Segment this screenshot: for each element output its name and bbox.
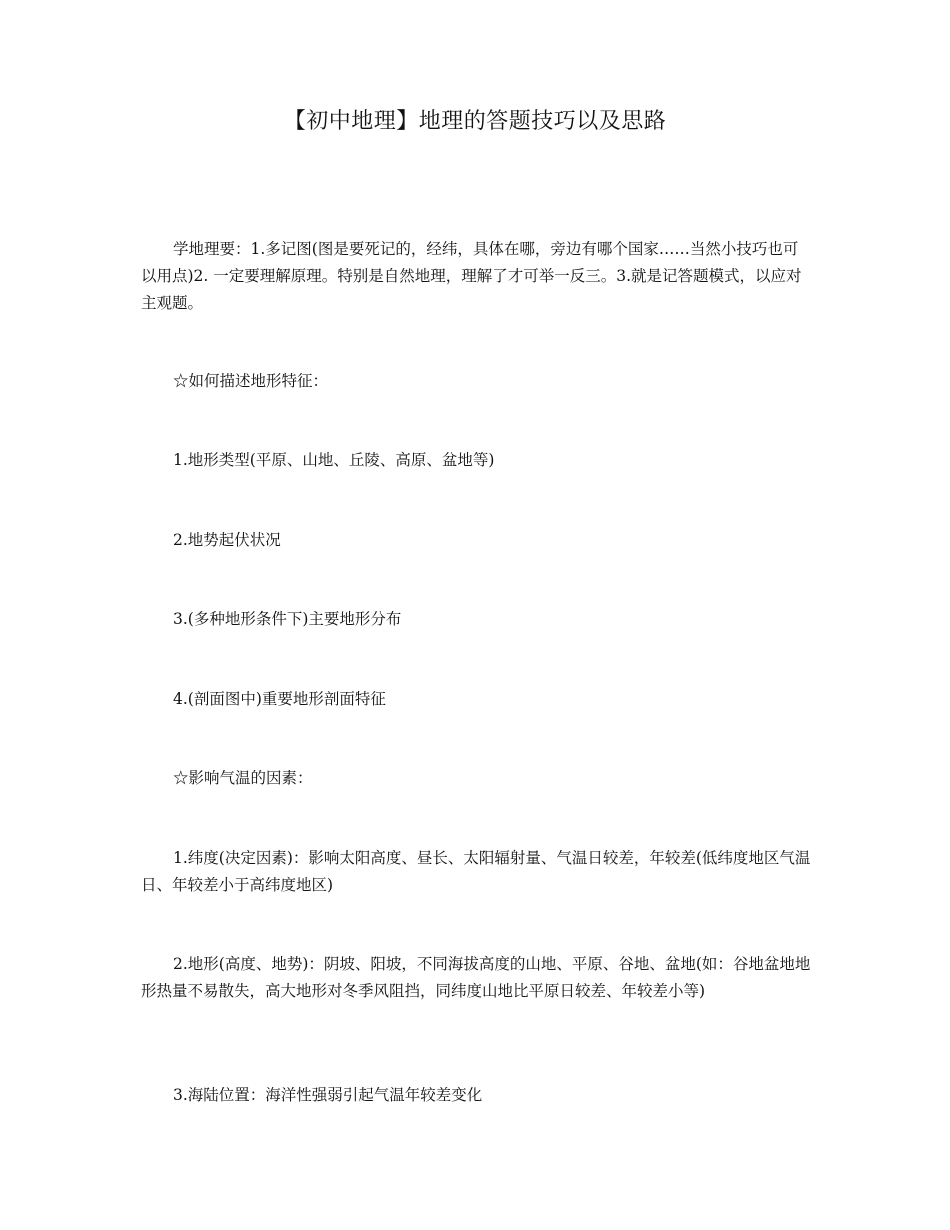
list-item-profile: 4.(剖面图中)重要地形剖面特征 xyxy=(173,690,386,708)
section-heading-temperature: ☆影响气温的因素： xyxy=(173,769,313,787)
document-title: 【初中地理】地理的答题技巧以及思路 xyxy=(283,109,667,134)
list-item-landform: 2.地形(高度、地势)：阴坡、阳坡，不同海拔高度的山地、平原、谷地、盆地(如：谷地盆地地形热量不易散失，高大地形对冬季风阻挡，同纬度山地比平原日较差、年较差小等) xyxy=(141,955,811,1000)
intro-paragraph: 学地理要：1.多记图(图是要死记的，经纬，具体在哪，旁边有哪个国家……当然小技巧也可以用点)2. 一定要理解原理。特别是自然地理，理解了才可举一反三。3.就是记答题模式，以应对主观题。 xyxy=(141,240,802,312)
section-heading-terrain: ☆如何描述地形特征： xyxy=(173,372,329,390)
list-item-distribution: 3.(多种地形条件下)主要地形分布 xyxy=(173,610,402,628)
list-item-relief: 2.地势起伏状况 xyxy=(173,531,281,549)
list-item-terrain-type: 1.地形类型(平原、山地、丘陵、高原、盆地等) xyxy=(173,451,495,469)
list-item-latitude: 1.纬度(决定因素)：影响太阳高度、昼长、太阳辐射量、气温日较差，年较差(低纬度地区气温日、年较差小于高纬度地区) xyxy=(141,849,811,894)
list-item-land-sea: 3.海陆位置：海洋性强弱引起气温年较差变化 xyxy=(173,1086,483,1104)
